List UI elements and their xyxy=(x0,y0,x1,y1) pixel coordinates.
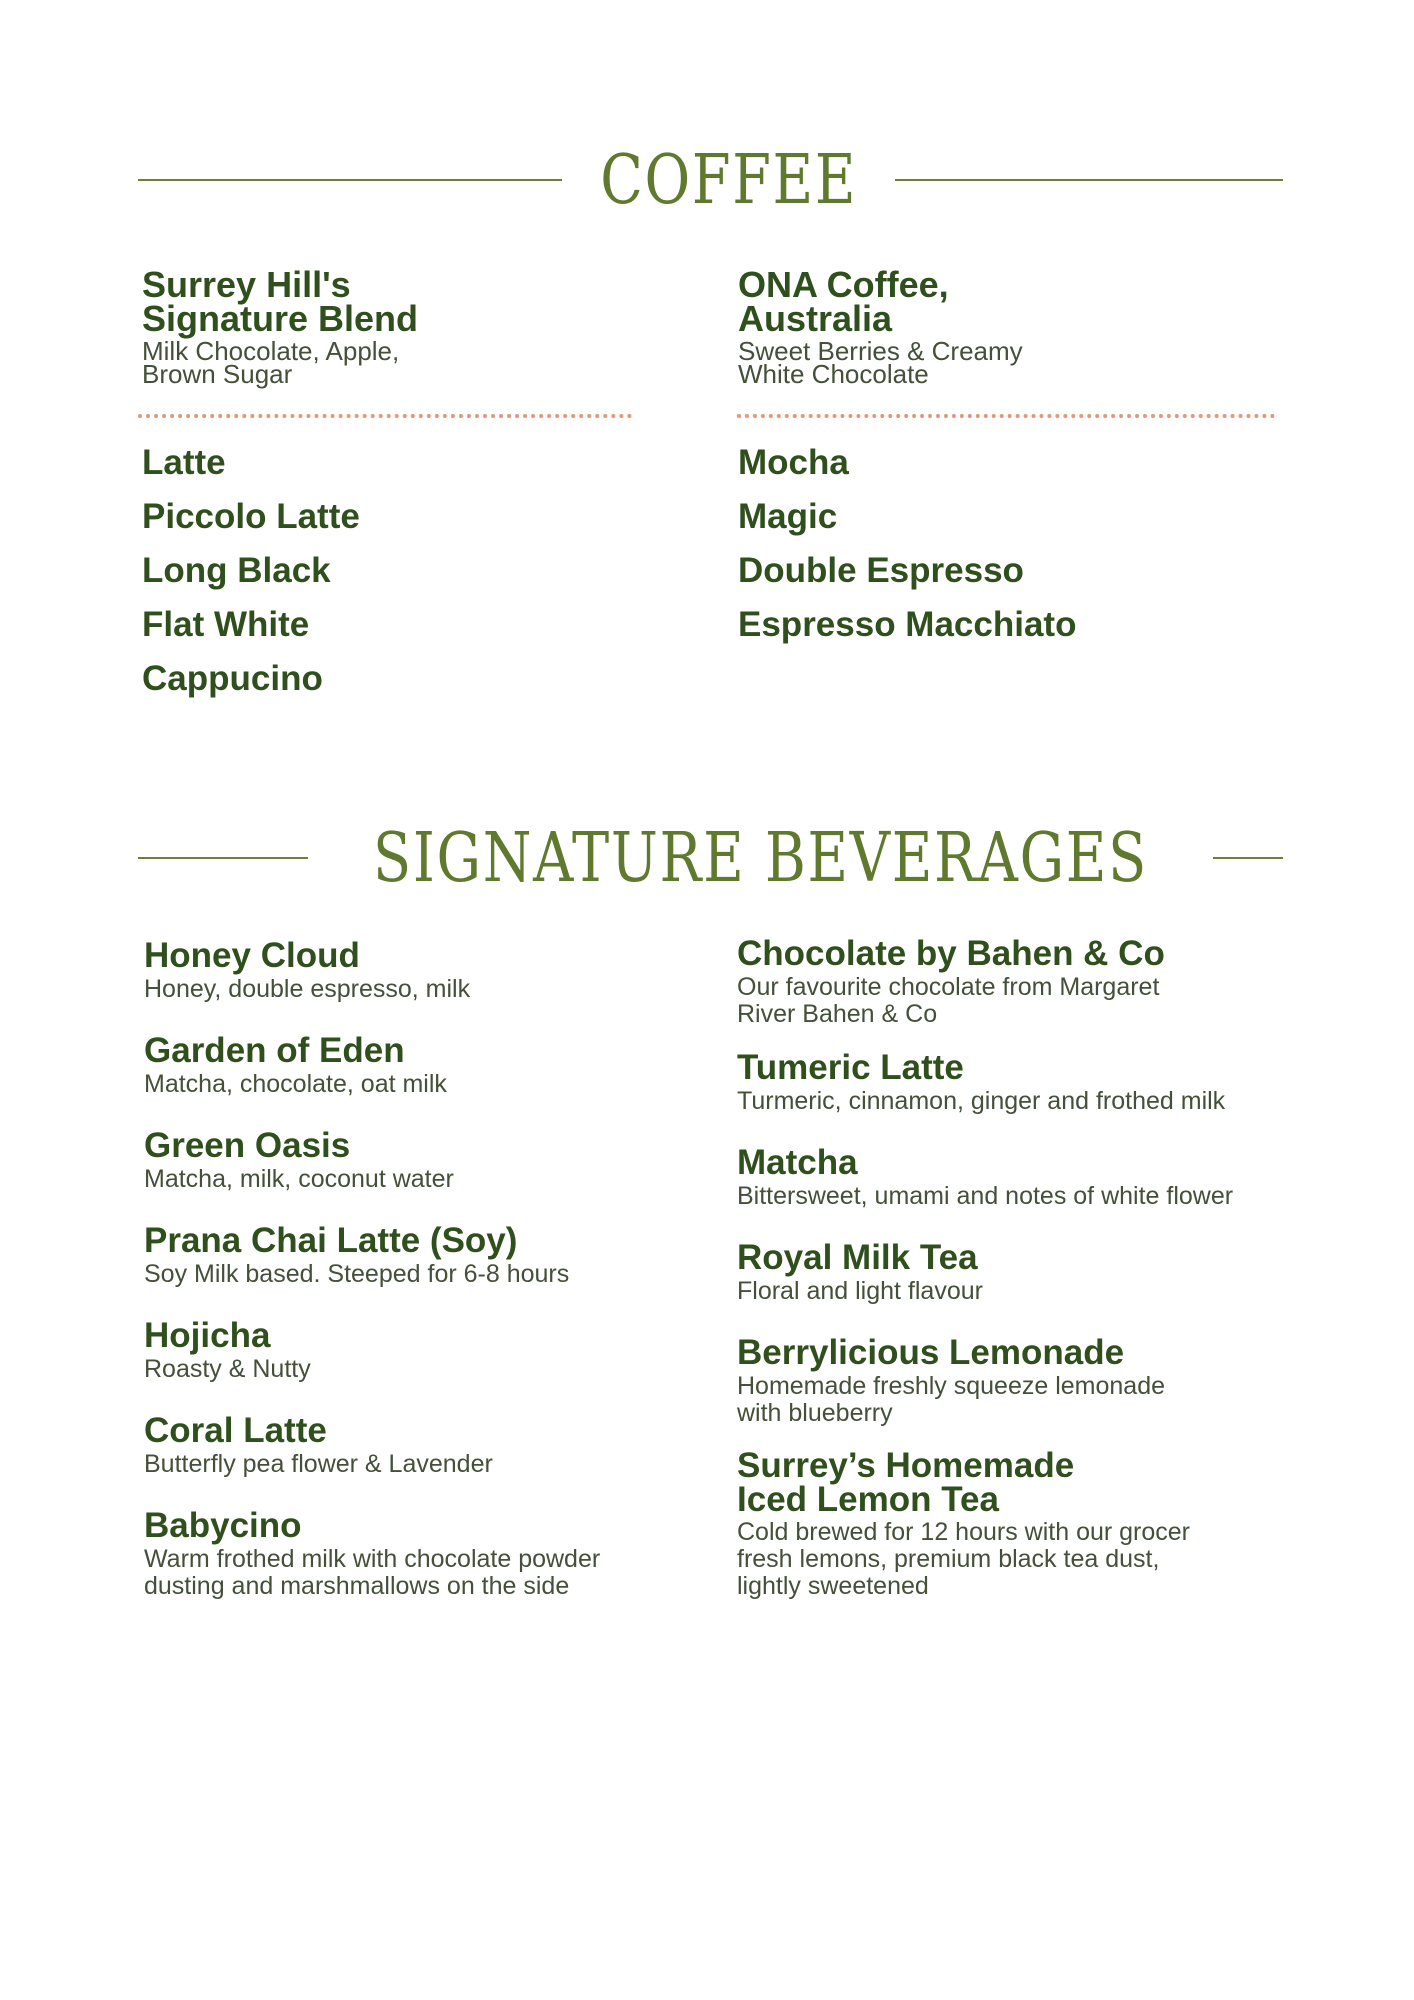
beverage-desc: Homemade freshly squeeze lemonade xyxy=(737,1372,1166,1400)
blend-notes-line: Brown Sugar xyxy=(142,359,293,389)
blend-name xyxy=(738,264,1258,339)
menu-item: Flat White xyxy=(142,605,310,644)
menu-item: Cappucino xyxy=(142,659,323,698)
blend-name xyxy=(142,264,662,339)
beverage-item xyxy=(144,1413,754,1490)
header-rule-left xyxy=(138,179,562,181)
beverage-item xyxy=(144,1223,754,1300)
beverage-desc: River Bahen & Co xyxy=(737,1000,938,1028)
blend-notes xyxy=(738,336,1258,389)
coffee-drinks-left xyxy=(142,436,360,706)
blend-ona xyxy=(738,264,1258,389)
beverage-name: Berrylicious Lemonade xyxy=(737,1333,1125,1372)
beverage-desc: lightly sweetened xyxy=(737,1572,929,1600)
header-rule-right xyxy=(1213,857,1283,859)
blend-notes-line: Sweet Berries & Creamy xyxy=(738,336,1023,366)
beverage-desc: Roasty & Nutty xyxy=(144,1355,311,1383)
beverage-item xyxy=(737,1240,1337,1317)
signature-column-left xyxy=(144,938,754,1618)
beverage-name: Honey Cloud xyxy=(144,936,360,975)
dotted-divider-left xyxy=(138,414,632,418)
beverage-name: Green Oasis xyxy=(144,1126,351,1165)
beverage-desc: Matcha, milk, coconut water xyxy=(144,1165,454,1193)
blend-notes-line: Milk Chocolate, Apple, xyxy=(142,336,400,366)
blend-notes-line: White Chocolate xyxy=(738,359,929,389)
beverage-name: Chocolate by Bahen & Co xyxy=(737,934,1165,973)
beverage-desc: with blueberry xyxy=(737,1399,893,1427)
beverage-desc: Honey, double espresso, milk xyxy=(144,975,471,1003)
beverage-name: Iced Lemon Tea xyxy=(737,1480,999,1519)
beverage-item xyxy=(737,1446,1337,1600)
coffee-title: COFFEE xyxy=(600,140,858,220)
blend-notes xyxy=(142,336,662,389)
coffee-drinks-right xyxy=(738,436,1076,652)
beverage-item xyxy=(144,938,754,1015)
beverage-desc: Turmeric, cinnamon, ginger and frothed milk xyxy=(737,1087,1226,1115)
menu-item: Piccolo Latte xyxy=(142,497,360,536)
beverage-desc: fresh lemons, premium black tea dust, xyxy=(737,1545,1160,1573)
beverage-desc: Warm frothed milk with chocolate powder xyxy=(144,1545,601,1573)
beverage-name: Royal Milk Tea xyxy=(737,1238,978,1277)
beverage-name: Babycino xyxy=(144,1506,302,1545)
coffee-section-header xyxy=(138,140,1283,220)
signature-section-header xyxy=(138,818,1283,898)
beverage-desc: Our favourite chocolate from Margaret xyxy=(737,973,1160,1001)
blend-signature xyxy=(142,264,662,389)
blend-name-line: Signature Blend xyxy=(142,298,419,339)
menu-item: Magic xyxy=(738,497,838,536)
beverage-item xyxy=(737,936,1337,1028)
beverage-item xyxy=(737,1335,1337,1427)
blend-name-line: Surrey Hill's xyxy=(142,264,351,305)
header-rule-left xyxy=(138,857,308,859)
menu-item: Mocha xyxy=(738,443,849,482)
beverage-name: Coral Latte xyxy=(144,1411,327,1450)
beverage-name: Surrey’s Homemade xyxy=(737,1446,1075,1485)
menu-item: Latte xyxy=(142,443,226,482)
beverage-desc: dusting and marshmallows on the side xyxy=(144,1572,570,1600)
beverage-item xyxy=(144,1128,754,1205)
beverage-name: Tumeric Latte xyxy=(737,1048,964,1087)
beverage-desc: Cold brewed for 12 hours with our grocer xyxy=(737,1518,1191,1546)
beverage-item xyxy=(144,1508,754,1600)
blend-name-line: Australia xyxy=(738,298,893,339)
signature-title: SIGNATURE BEVERAGES xyxy=(373,818,1148,898)
beverage-item xyxy=(737,1145,1337,1222)
beverage-desc: Bittersweet, umami and notes of white flower xyxy=(737,1182,1234,1210)
beverage-name: Garden of Eden xyxy=(144,1031,405,1070)
beverage-item xyxy=(737,1050,1337,1127)
menu-item: Long Black xyxy=(142,551,331,590)
beverage-name: Prana Chai Latte (Soy) xyxy=(144,1221,518,1260)
signature-column-right xyxy=(737,936,1337,1618)
dotted-divider-right xyxy=(737,414,1275,418)
menu-item: Double Espresso xyxy=(738,551,1024,590)
header-rule-right xyxy=(895,179,1283,181)
beverage-desc: Soy Milk based. Steeped for 6-8 hours xyxy=(144,1260,570,1288)
beverage-name: Hojicha xyxy=(144,1316,271,1355)
blend-name-line: ONA Coffee, xyxy=(738,264,949,305)
beverage-desc: Floral and light flavour xyxy=(737,1277,983,1305)
beverage-desc: Butterfly pea flower & Lavender xyxy=(144,1450,493,1478)
beverage-desc: Matcha, chocolate, oat milk xyxy=(144,1070,447,1098)
beverage-item xyxy=(144,1033,754,1110)
beverage-name: Matcha xyxy=(737,1143,858,1182)
beverage-item xyxy=(144,1318,754,1395)
menu-item: Espresso Macchiato xyxy=(738,605,1077,644)
